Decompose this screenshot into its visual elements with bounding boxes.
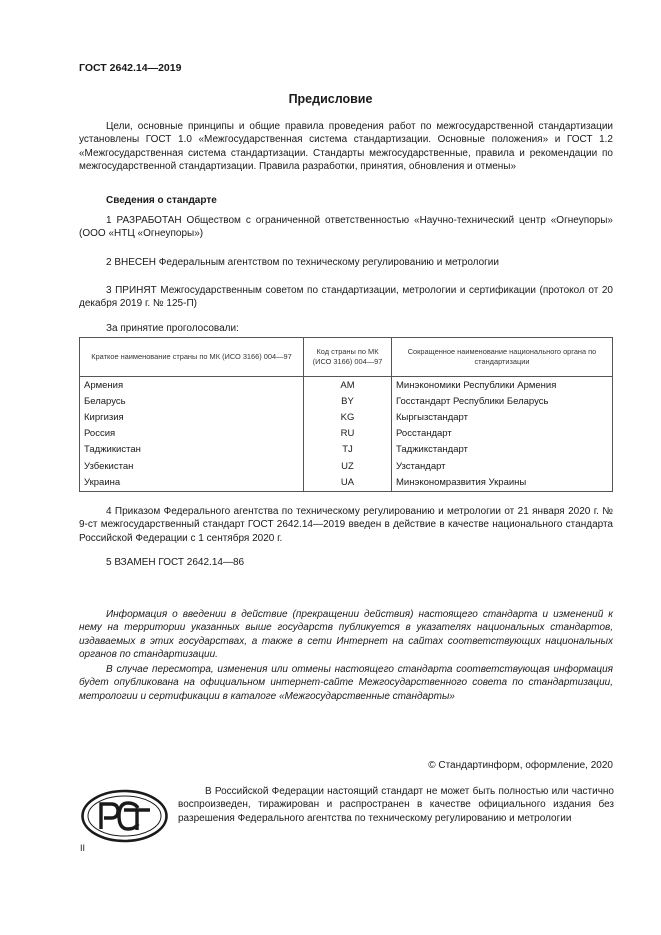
code-cell: AM [304,377,392,395]
country-cell: Украина [80,475,304,492]
table-header-row [80,338,613,377]
column-header-country: Краткое наименование страны по МК (ИСО 3166) 004—97 [80,338,304,377]
country-cell: Таджикистан [80,442,304,458]
country-cell: Армения [80,377,304,395]
item-4-order: 4 Приказом Федерального агентства по техническому регулированию и метрологии от 21 января 2020 г. № 9-ст межгосударственный стандарт ГОСТ 2642.14—2019 введен в действие в качестве национального стандарта Российской Федерации с 1 сентября 2020 г. [79,506,613,544]
table-row [80,458,613,474]
country-cell: Беларусь [80,394,304,410]
organ-cell: Таджикстандарт [392,442,613,458]
votes-label: За принятие проголосовали: [106,323,239,334]
reproduction-notice: В Российской Федерации настоящий стандарт не может быть полностью или частично воспроизведен, тиражирован и распространен в качестве официального издания без разрешения Федерального агентства по техническому регулированию и метрологии [178,786,614,824]
code-cell: KG [304,410,392,426]
rst-certification-mark-icon [80,788,169,844]
column-header-organ: Сокращенное наименование национального органа по стандартизации [392,338,613,377]
page-number: II [80,843,86,853]
code-cell: BY [304,394,392,410]
table-row [80,426,613,442]
item-1-developed: 1 РАЗРАБОТАН Обществом с ограниченной ответственностью «Научно-технический центр «Огнеупоры» (ООО «НТЦ «Огнеупоры») [79,215,613,240]
organ-cell: Минэкономики Республики Армения [392,377,613,395]
item-2-introduced: 2 ВНЕСЕН Федеральным агентством по техническому регулированию и метрологии [106,257,499,268]
code-cell: UA [304,475,392,492]
organ-cell: Кыргызстандарт [392,410,613,426]
item-5-replaces: 5 ВЗАМЕН ГОСТ 2642.14—86 [106,557,245,568]
organ-cell: Госстандарт Республики Беларусь [392,394,613,410]
country-cell: Киргизия [80,410,304,426]
code-cell: RU [304,426,392,442]
table-row [80,442,613,458]
organ-cell: Минэкономразвития Украины [392,475,613,492]
organ-cell: Росстандарт [392,426,613,442]
table-row [80,394,613,410]
section-title: Сведения о стандарте [106,195,217,206]
table-row [80,377,613,395]
document-id-header: ГОСТ 2642.14—2019 [79,62,182,74]
intro-paragraph: Цели, основные принципы и общие правила проведения работ по межгосударственной стандартизации установлены ГОСТ 1.0 «Межгосударственная система стандартизации. Основные положения» и ГОСТ 1.2 «Межгосударственная система стандартизации. Стандарты межгосударственные, правила и рекомендации по межгосударственной стандартизации. Правила разработки, принятия, обновления и отмены» [79,121,613,172]
column-header-code: Код страны по МК (ИСО 3166) 004—97 [304,338,392,377]
table-row [80,410,613,426]
code-cell: UZ [304,458,392,474]
info-paragraph-2: В случае пересмотра, изменения или отмены настоящего стандарта соответствующая информация будет опубликована на официальном интернет-сайте Межгосударственного совета по стандартизации, метрологии и сертификации в каталоге «Межгосударственные стандарты» [79,664,613,702]
organ-cell: Узстандарт [392,458,613,474]
country-cell: Узбекистан [80,458,304,474]
info-paragraph-1: Информация о введении в действие (прекращении действия) настоящего стандарта и изменений к нему на территории указанных выше государств публикуется в указателях национальных стандартов, издаваемых в этих государствах, а также в сети Интернет на сайтах соответствующих национальных органов по стандартизации. [79,609,613,660]
country-cell: Россия [80,426,304,442]
item-3-adopted: 3 ПРИНЯТ Межгосударственным советом по стандартизации, метрологии и сертификации (протокол от 20 декабря 2019 г. № 125-П) [79,285,613,310]
votes-table [79,337,613,492]
code-cell: TJ [304,442,392,458]
copyright-line: © Стандартинформ, оформление, 2020 [428,760,613,771]
page-title: Предисловие [288,92,373,106]
table-row [80,475,613,492]
